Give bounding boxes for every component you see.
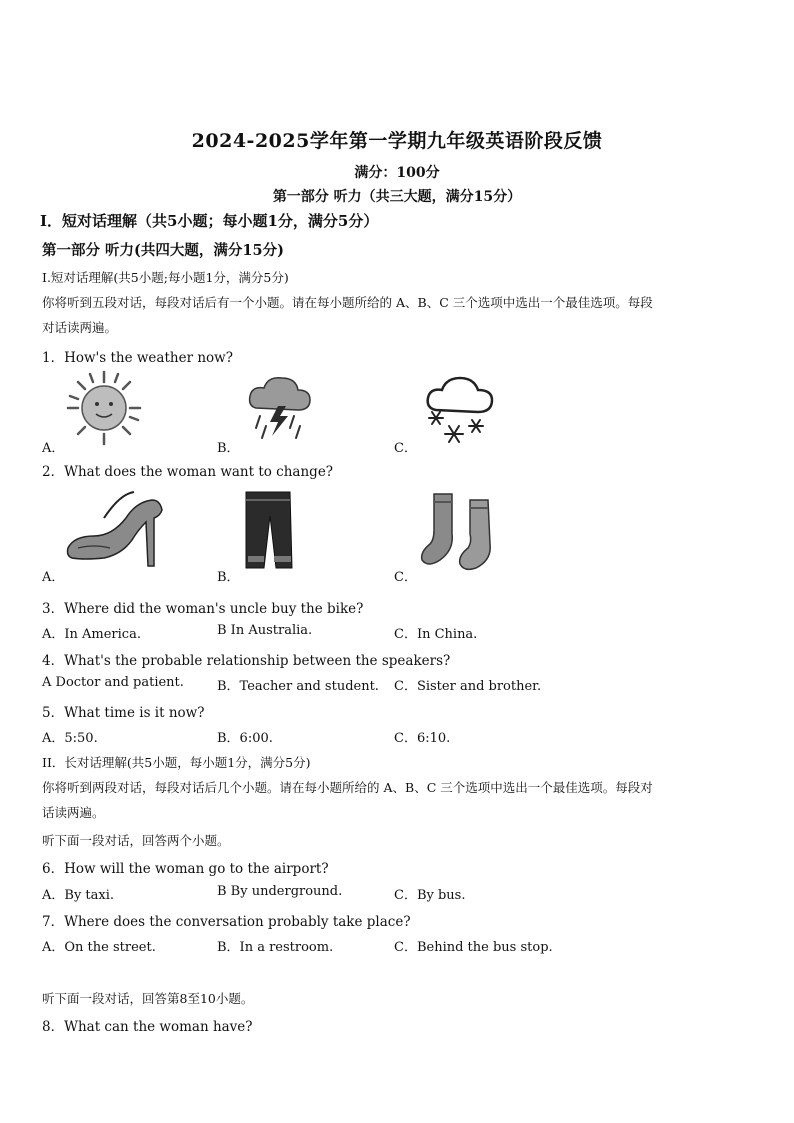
question-5: 5．What time is it now?	[42, 705, 205, 721]
page-title: 2024-2025学年第一学期九年级英语阶段反馈	[191, 130, 603, 152]
socks-picture	[420, 490, 502, 572]
full-score: 满分：100分	[354, 165, 440, 181]
q2-option-c: C．	[394, 570, 417, 585]
q3-option-a: A．In America.	[42, 627, 141, 642]
section2-instruction-line1: 你将听到两段对话，每段对话后几个小题。请在每小题所给的 A、B、C 三个选项中选出一个最佳选项。每段对	[42, 780, 653, 795]
trousers-picture	[240, 490, 296, 570]
section1-small-heading: I.短对话理解(共5小题;每小题1分，满分5分)	[42, 270, 289, 285]
part-heading: 第一部分 听力（共三大题，满分15分）	[272, 189, 522, 205]
snowy-picture	[424, 372, 496, 448]
rainy-thunder-picture	[244, 370, 316, 448]
section2-instruction-line2: 话读两遍。	[42, 805, 105, 820]
q5-option-a: A．5:50.	[42, 731, 98, 746]
q5-option-b: B．6:00.	[217, 731, 273, 746]
q4-option-b: B．Teacher and student.	[217, 679, 379, 694]
q6-option-c: C．By bus.	[394, 888, 466, 903]
q1-option-b: B．	[217, 441, 240, 456]
q7-option-b: B．In a restroom.	[217, 940, 334, 955]
q2-option-a: A．	[42, 570, 65, 585]
section1-instruction-line1: 你将听到五段对话，每段对话后有一个小题。请在每小题所给的 A、B、C 三个选项中选出一个最佳选项。每段	[42, 295, 653, 310]
q4-option-a: A Doctor and patient.	[42, 675, 184, 690]
question-6: 6．How will the woman go to the airport?	[42, 861, 329, 877]
q3-option-b: B In Australia.	[217, 623, 313, 638]
q6-option-a: A．By taxi.	[42, 888, 115, 903]
section1-heading: Ⅰ．短对话理解（共5小题；每小题1分，满分5分）	[40, 212, 379, 230]
part-repeat-heading: 第一部分 听力(共四大题，满分15分)	[42, 242, 284, 259]
q6-option-b: B By underground.	[217, 884, 343, 899]
q7-option-a: A．On the street.	[42, 940, 156, 955]
question-1: 1．How's the weather now?	[42, 350, 233, 366]
q4-option-c: C．Sister and brother.	[394, 679, 542, 694]
question-3: 3．Where did the woman's uncle buy the bike?	[42, 601, 364, 617]
question-4: 4．What's the probable relationship between the speakers?	[42, 653, 451, 669]
q2-option-b: B．	[217, 570, 240, 585]
dialog1-intro: 听下面一段对话，回答两个小题。	[42, 833, 230, 848]
q7-option-c: C．Behind the bus stop.	[394, 940, 553, 955]
question-2: 2．What does the woman want to change?	[42, 464, 334, 480]
question-7: 7．Where does the conversation probably take place?	[42, 914, 411, 930]
section2-heading: II．长对话理解(共5小题，每小题1分，满分5分)	[42, 755, 311, 770]
q1-option-c: C．	[394, 441, 417, 456]
dialog2-intro: 听下面一段对话，回答第8至10小题。	[42, 991, 254, 1006]
q1-option-a: A．	[42, 441, 65, 456]
sunny-picture	[66, 370, 142, 446]
q3-option-c: C．In China.	[394, 627, 478, 642]
high-heel-shoe-picture	[64, 488, 174, 570]
q5-option-c: C．6:10.	[394, 731, 451, 746]
section1-instruction-line2: 对话读两遍。	[42, 320, 118, 335]
question-8: 8．What can the woman have?	[42, 1019, 253, 1035]
